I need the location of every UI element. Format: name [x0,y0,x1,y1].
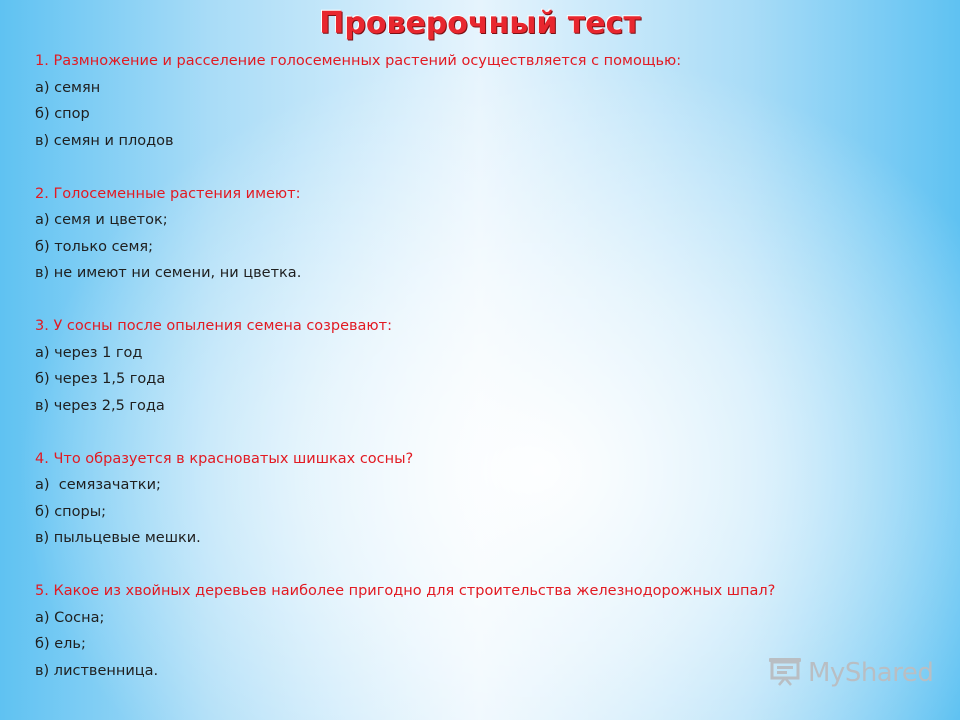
question-block [35,48,925,154]
answer-option: а) через 1 год [35,344,143,361]
spacer [35,154,925,181]
slide-title: Проверочный тест [319,6,641,41]
spacer [35,287,925,314]
spacer [35,552,925,579]
projector-screen-icon [768,656,802,690]
myshared-watermark [768,655,933,691]
answer-option: б) только семя; [35,238,154,255]
question-block [35,181,925,287]
answer-option: в) через 2,5 года [35,397,165,414]
answer-option: в) пыльцевые мешки. [35,530,201,546]
spacer [35,419,925,446]
answer-option: б) ель; [35,636,86,652]
watermark-text: MyShared [808,658,934,688]
answer-option: б) споры; [35,503,107,520]
answer-option: а) семян [35,79,101,96]
question-text: 1. Размножение и расселение голосеменных растений осуществляется с помощью: [35,53,682,69]
answer-option: б) спор [35,106,90,122]
question-text: 4. Что образуется в красноватых шишках сосны? [35,450,414,467]
question-text: 5. Какое из хвойных деревьев наиболее пригодно для строительства железнодорожных шпал? [35,583,776,599]
question-text: 2. Голосеменные растения имеют: [35,185,301,202]
answer-option: в) семян и плодов [35,132,174,149]
answer-option: б) через 1,5 года [35,371,166,387]
answer-option: а) семя и цветок; [35,212,168,228]
answer-option: а) семязачатки; [35,477,161,493]
answer-option: а) Сосна; [35,609,105,626]
answer-option: в) лиственница. [35,662,159,679]
question-list [35,48,925,684]
question-block [35,446,925,552]
question-block [35,313,925,419]
question-text: 3. У сосны после опыления семена созревают: [35,318,392,334]
answer-option: в) не имеют ни семени, ни цветка. [35,265,302,281]
